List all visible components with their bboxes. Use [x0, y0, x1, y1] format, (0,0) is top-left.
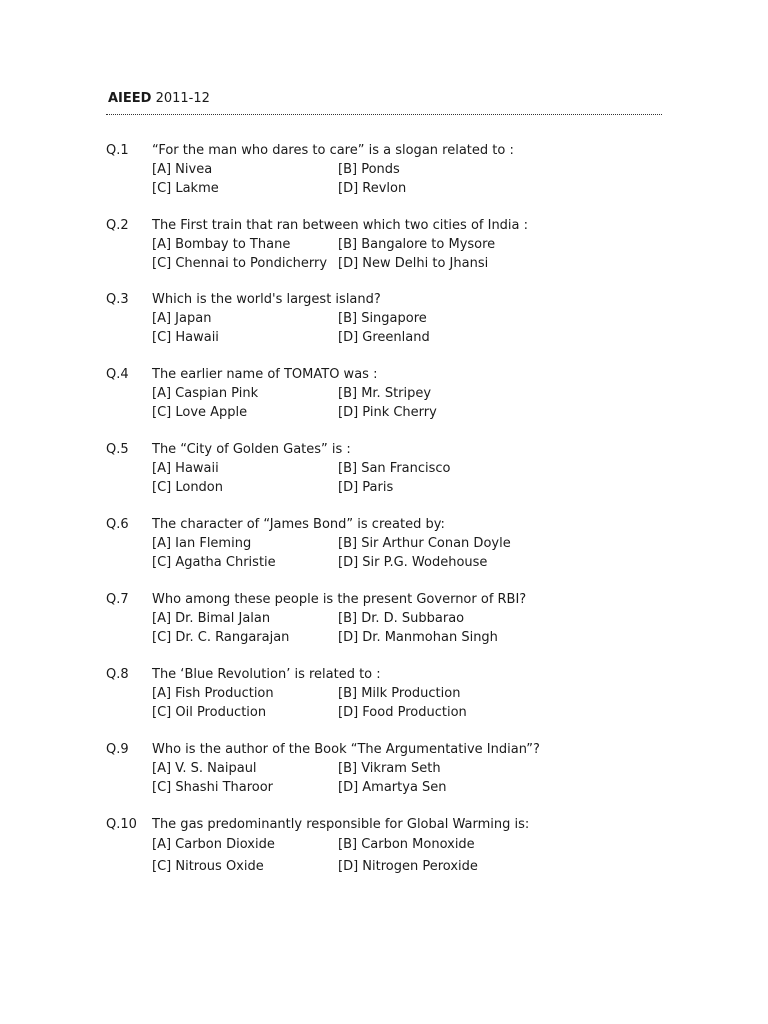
option-b: [B] San Francisco — [338, 460, 451, 476]
question-text: The earlier name of TOMATO was : — [152, 367, 378, 382]
option-b: [B] Milk Production — [338, 685, 461, 701]
question-number: Q.5 — [106, 442, 129, 457]
question-number: Q.6 — [106, 517, 129, 532]
option-c: [C] Shashi Tharoor — [152, 779, 274, 795]
question-number: Q.10 — [106, 817, 137, 832]
option-a: [A] Dr. Bimal Jalan — [152, 610, 271, 626]
option-a: [A] Nivea — [152, 161, 213, 177]
question-number: Q.3 — [106, 292, 129, 307]
dotted-divider — [106, 114, 662, 115]
page-header — [108, 91, 210, 106]
option-b: [B] Dr. D. Subbarao — [338, 610, 465, 626]
option-b: [B] Ponds — [338, 161, 400, 177]
option-d: [D] Sir P.G. Wodehouse — [338, 554, 488, 570]
question-text: The gas predominantly responsible for Global Warming is: — [152, 817, 530, 832]
option-a: [A] Bombay to Thane — [152, 236, 291, 252]
option-b: [B] Vikram Seth — [338, 760, 441, 776]
option-a: [A] Carbon Dioxide — [152, 837, 275, 852]
question-number: Q.1 — [106, 143, 129, 158]
option-c: [C] Nitrous Oxide — [152, 858, 264, 874]
option-c: [C] Chennai to Pondicherry — [152, 255, 328, 271]
option-c: [C] Dr. C. Rangarajan — [152, 629, 290, 645]
exam-year: 2011-12 — [151, 91, 210, 106]
question-number: Q.8 — [106, 667, 129, 682]
option-a: [A] Hawaii — [152, 460, 219, 476]
option-c: [C] Hawaii — [152, 329, 219, 345]
question-text: The ‘Blue Revolution’ is related to : — [152, 667, 381, 682]
option-a: [A] Caspian Pink — [152, 385, 259, 401]
option-a: [A] V. S. Naipaul — [152, 760, 257, 776]
question-text: The “City of Golden Gates” is : — [152, 442, 351, 457]
option-b: [B] Sir Arthur Conan Doyle — [338, 535, 511, 551]
option-b: [B] Carbon Monoxide — [338, 837, 475, 852]
option-a: [A] Fish Production — [152, 685, 274, 701]
question-text: “For the man who dares to care” is a slogan related to : — [152, 143, 514, 158]
option-d: [D] Greenland — [338, 329, 430, 345]
question-number: Q.9 — [106, 742, 129, 757]
exam-name: AIEED — [108, 91, 152, 106]
option-d: [D] Pink Cherry — [338, 404, 437, 420]
question-text: Who is the author of the Book “The Argumentative Indian”? — [152, 742, 540, 757]
option-d: [D] Nitrogen Peroxide — [338, 858, 478, 874]
option-d: [D] Food Production — [338, 704, 467, 720]
option-b: [B] Bangalore to Mysore — [338, 236, 496, 252]
option-d: [D] Amartya Sen — [338, 779, 447, 795]
option-d: [D] Paris — [338, 479, 394, 495]
question-text: Which is the world's largest island? — [152, 292, 381, 307]
question-number: Q.2 — [106, 218, 129, 233]
question-number: Q.7 — [106, 592, 129, 607]
question-number: Q.4 — [106, 367, 129, 382]
option-b: [B] Mr. Stripey — [338, 385, 432, 401]
question-text: The character of “James Bond” is created by: — [152, 517, 445, 532]
option-b: [B] Singapore — [338, 310, 427, 326]
option-a: [A] Japan — [152, 310, 212, 326]
question-text: Who among these people is the present Governor of RBI? — [152, 592, 527, 607]
question-text: The First train that ran between which two cities of India : — [152, 218, 529, 233]
option-a: [A] Ian Fleming — [152, 535, 252, 551]
option-c: [C] Agatha Christie — [152, 554, 276, 570]
option-c: [C] Love Apple — [152, 404, 248, 420]
option-d: [D] New Delhi to Jhansi — [338, 255, 489, 271]
option-d: [D] Dr. Manmohan Singh — [338, 629, 498, 645]
option-c: [C] Lakme — [152, 180, 219, 196]
option-c: [C] London — [152, 479, 224, 495]
option-c: [C] Oil Production — [152, 704, 267, 720]
option-d: [D] Revlon — [338, 180, 407, 196]
